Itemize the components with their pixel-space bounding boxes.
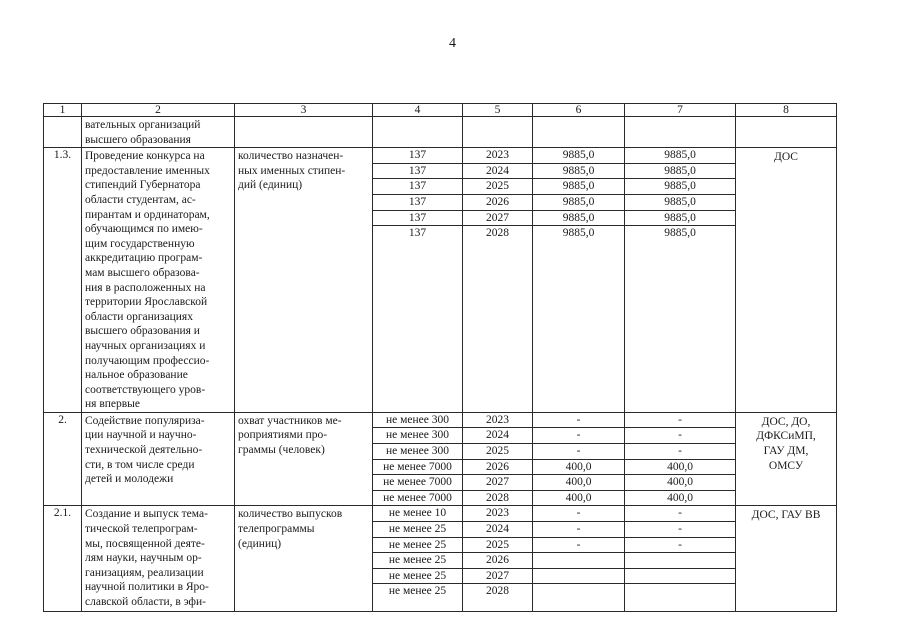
year-value: 2023 (486, 507, 509, 520)
year-value: 2026 (463, 553, 532, 569)
funding-col6-value: 9885,0 (533, 163, 624, 179)
funding-col7-value: 9885,0 (625, 210, 735, 226)
program-table (43, 103, 837, 612)
header-cell-8: 8 (736, 104, 837, 117)
executor: ДОС (736, 148, 837, 413)
year-value: 2026 (463, 459, 532, 475)
year-value-cell (463, 506, 533, 612)
target-value: 137 (373, 210, 462, 226)
funding-col6-value: 400,0 (533, 475, 624, 491)
target-value: 137 (373, 163, 462, 179)
indicator-name: количество выпусков телепрограммы (единиц) (235, 506, 373, 612)
target-value: не менее 10 (388, 507, 447, 520)
funding-col6-value-cell (533, 412, 625, 506)
target-value: 137 (373, 226, 462, 241)
funding-col7-value: - (625, 537, 735, 553)
funding-col7-value: - (678, 507, 682, 520)
activity-name: Проведение конкурса на предоставление именных стипендий Губернатора области студентам, ас- пирантам и ординаторам, обучающимся по имею- щим государственную аккредитацию програм- мам высшего образова- ния в расположенных на территории Ярославской области организациях высшего образования и научных организациях и получающим профессио- нальное образование соответствующего уров- ня впервые (82, 148, 235, 413)
year-value: 2028 (463, 584, 532, 599)
year-value: 2028 (463, 226, 532, 241)
continuation-cell (463, 117, 533, 148)
row-number: 2.1. (44, 506, 82, 612)
row-number: 2. (44, 412, 82, 506)
target-value-cell (373, 506, 463, 612)
target-value: не менее 300 (385, 413, 449, 426)
indicator-name: количество назначен- ных именных стипен- дий (единиц) (235, 148, 373, 413)
target-value: не менее 25 (373, 522, 462, 538)
funding-col7-value: 400,0 (625, 475, 735, 491)
header-cell-7: 7 (625, 104, 736, 117)
continuation-cell (736, 117, 837, 148)
funding-col6-value: - (533, 537, 624, 553)
continuation-cell (44, 117, 82, 148)
header-cell-4: 4 (373, 104, 463, 117)
funding-col6-value: 9885,0 (533, 179, 624, 195)
page-number: 4 (449, 36, 456, 51)
header-cell-6: 6 (533, 104, 625, 117)
target-value: не менее 7000 (373, 459, 462, 475)
funding-col7-value: - (625, 444, 735, 460)
continuation-row (44, 117, 837, 148)
executor: ДОС, ГАУ ВВ (736, 506, 837, 612)
table-row (44, 148, 837, 413)
funding-col6-value: 400,0 (533, 459, 624, 475)
target-value: не менее 25 (373, 568, 462, 584)
funding-col7-value: - (678, 413, 682, 426)
funding-col6-value (533, 553, 624, 569)
target-value: 137 (373, 179, 462, 195)
continuation-cell (625, 117, 736, 148)
target-value-cell (373, 412, 463, 506)
year-value: 2024 (463, 163, 532, 179)
funding-col6-value: - (576, 507, 581, 520)
target-value: не менее 7000 (373, 475, 462, 491)
funding-col7-value: 400,0 (625, 490, 735, 505)
year-value: 2027 (463, 568, 532, 584)
funding-col7-value (625, 568, 735, 584)
funding-col6-value: 400,0 (533, 490, 624, 505)
funding-col7-value: 9885,0 (625, 163, 735, 179)
funding-col6-value: - (576, 413, 581, 426)
header-cell-1: 1 (44, 104, 82, 117)
target-value: не менее 25 (373, 553, 462, 569)
funding-col7-value: 9885,0 (625, 194, 735, 210)
row-number: 1.3. (44, 148, 82, 413)
funding-col7-value-cell (625, 506, 736, 612)
target-value: 137 (373, 194, 462, 210)
continuation-cell (373, 117, 463, 148)
funding-col6-value: 9885,0 (533, 226, 624, 241)
funding-col7-value: 9885,0 (625, 179, 735, 195)
header-row (44, 104, 837, 117)
funding-col6-value: - (533, 444, 624, 460)
funding-col7-value: 9885,0 (664, 149, 696, 162)
funding-col7-value-cell (625, 412, 736, 506)
year-value: 2028 (463, 490, 532, 505)
executor: ДОС, ДО, ДФКСиМП, ГАУ ДМ, ОМСУ (736, 412, 837, 506)
funding-col6-value-cell (533, 148, 625, 413)
table-row (44, 506, 837, 612)
year-value: 2027 (463, 210, 532, 226)
funding-col7-value (625, 584, 735, 599)
target-value: не менее 7000 (373, 490, 462, 505)
activity-name: Создание и выпуск тема- тической телепрограм- мы, посвященной деяте- лям науки, научным ор- ганизациям, реализации научной политики в Яро- славской области, в эфи- (82, 506, 235, 612)
target-value-cell (373, 148, 463, 413)
header-cell-2: 2 (82, 104, 235, 117)
year-value: 2024 (463, 428, 532, 444)
year-value: 2027 (463, 475, 532, 491)
year-value-cell (463, 148, 533, 413)
target-value: не менее 300 (373, 428, 462, 444)
year-value: 2023 (486, 149, 509, 162)
table-row (44, 412, 837, 506)
funding-col7-value (625, 553, 735, 569)
funding-col7-value: 9885,0 (625, 226, 735, 241)
funding-col6-value (533, 584, 624, 599)
year-value-cell (463, 412, 533, 506)
funding-col6-value: - (533, 522, 624, 538)
target-value: 137 (408, 149, 427, 162)
year-value: 2025 (463, 179, 532, 195)
funding-col6-value: - (533, 428, 624, 444)
header-cell-3: 3 (235, 104, 373, 117)
header-cell-5: 5 (463, 104, 533, 117)
target-value: не менее 25 (373, 537, 462, 553)
year-value: 2025 (463, 444, 532, 460)
continuation-text: вательных организаций высшего образования (82, 117, 235, 148)
year-value: 2024 (463, 522, 532, 538)
funding-col6-value-cell (533, 506, 625, 612)
continuation-cell (235, 117, 373, 148)
funding-col6-value (533, 568, 624, 584)
year-value: 2026 (463, 194, 532, 210)
funding-col7-value: 400,0 (625, 459, 735, 475)
indicator-name: охват участников ме- роприятиями про- граммы (человек) (235, 412, 373, 506)
target-value: не менее 300 (373, 444, 462, 460)
target-value: не менее 25 (373, 584, 462, 599)
funding-col7-value: - (625, 428, 735, 444)
activity-name: Содействие популяриза- ции научной и научно- технической деятельно- сти, в том числе среди детей и молодежи (82, 412, 235, 506)
year-value: 2025 (463, 537, 532, 553)
funding-col7-value-cell (625, 148, 736, 413)
funding-col6-value: 9885,0 (533, 210, 624, 226)
funding-col6-value: 9885,0 (533, 194, 624, 210)
funding-col6-value: 9885,0 (562, 149, 595, 162)
continuation-cell (533, 117, 625, 148)
year-value: 2023 (486, 413, 509, 426)
funding-col7-value: - (625, 522, 735, 538)
